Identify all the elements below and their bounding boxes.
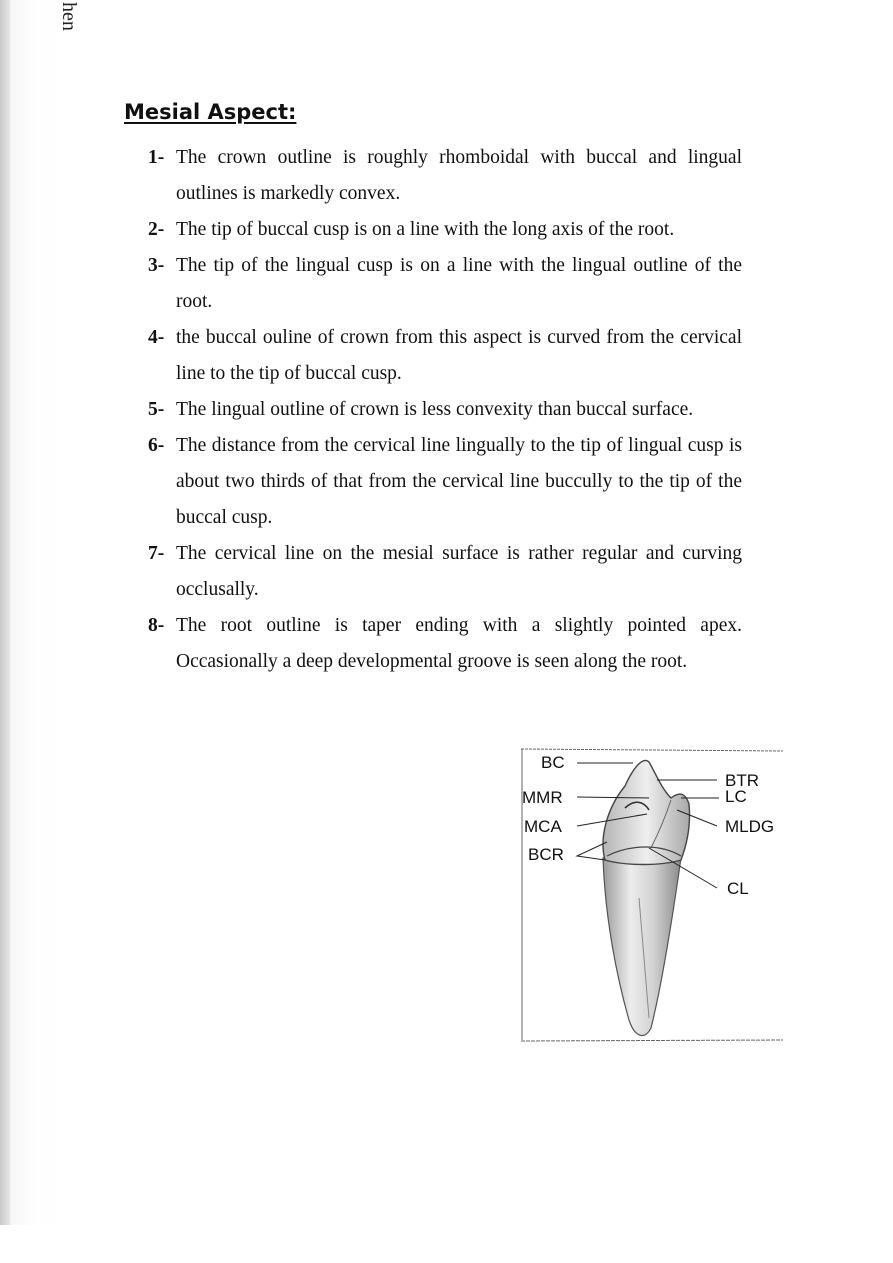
item-text: The tip of the lingual cusp is on a line with the lingual outline of the root. <box>176 255 742 312</box>
item-number: 2- <box>148 219 165 240</box>
scan-bottom-band <box>0 1225 893 1263</box>
item-number: 3- <box>148 255 165 276</box>
scan-edge-shadow <box>0 0 10 1225</box>
label-mldg: MLDG <box>725 817 775 836</box>
item-text: The cervical line on the mesial surface is rather regular and curving occlusally. <box>176 543 742 600</box>
item-number: 8- <box>148 615 165 636</box>
frame-bottom <box>521 1040 783 1041</box>
label-cl: CL <box>727 879 749 898</box>
item-number: 7- <box>148 543 165 564</box>
tooth-root <box>603 858 681 1036</box>
item-text: The root outline is taper ending with a slightly pointed apex. Occasionally a deep developmental groove is seen along the root. <box>176 615 742 672</box>
list-item <box>148 140 742 212</box>
label-bcr: BCR <box>528 845 564 864</box>
list-item <box>148 392 742 428</box>
list-item <box>148 248 742 320</box>
item-number: 6- <box>148 435 165 456</box>
frame-top <box>521 749 783 751</box>
item-number: 4- <box>148 327 165 348</box>
label-mmr: MMR <box>522 788 563 807</box>
tooth-mesial-figure <box>521 748 783 1042</box>
list-item <box>148 212 742 248</box>
characteristics-list <box>148 140 742 680</box>
list-item <box>148 320 742 392</box>
item-number: 1- <box>148 147 165 168</box>
label-btr: BTR <box>725 771 759 790</box>
item-text: The crown outline is roughly rhomboidal with buccal and lingual outlines is markedly convex. <box>176 147 742 204</box>
label-mca: MCA <box>524 817 562 836</box>
item-text: The tip of buccal cusp is on a line with the long axis of the root. <box>176 219 675 240</box>
item-text: The lingual outline of crown is less convexity than buccal surface. <box>176 399 694 420</box>
margin-note: hen <box>58 2 80 31</box>
list-item <box>148 536 742 608</box>
item-number: 5- <box>148 399 165 420</box>
list-item <box>148 428 742 536</box>
item-text: The distance from the cervical line lingually to the tip of lingual cusp is about two thirds of that from the cervical line buccully to the tip of the buccal cusp. <box>176 435 742 528</box>
label-lc: LC <box>725 787 747 806</box>
label-bc: BC <box>541 753 565 772</box>
list-item <box>148 608 742 680</box>
item-text: the buccal ouline of crown from this aspect is curved from the cervical line to the tip of buccal cusp. <box>176 327 742 384</box>
tooth-crown <box>603 760 689 864</box>
section-heading: Mesial Aspect: <box>124 100 297 124</box>
